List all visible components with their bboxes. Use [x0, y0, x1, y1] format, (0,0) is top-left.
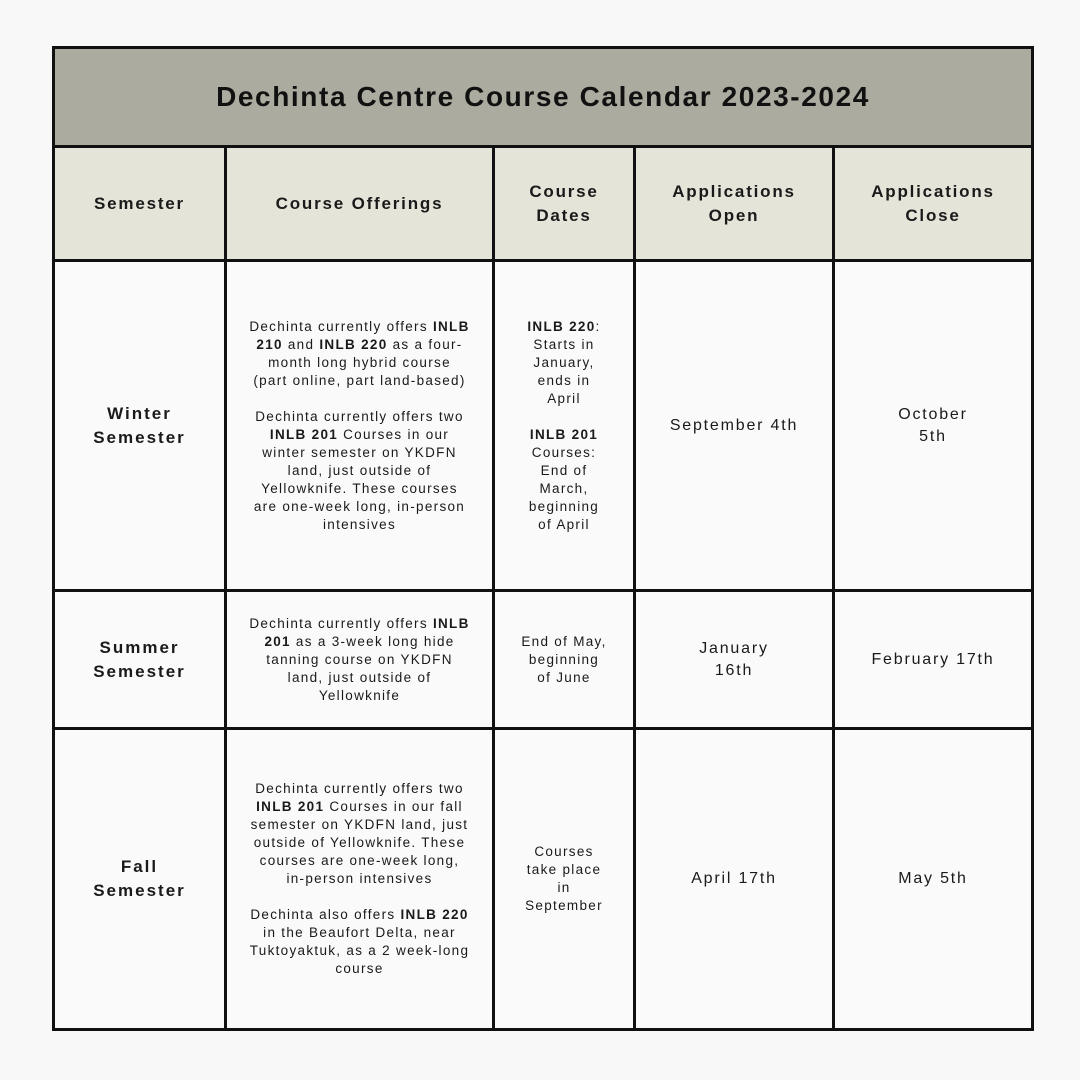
open-winter: September 4th — [636, 262, 835, 592]
text-fragment: Dechinta also offers — [250, 907, 401, 922]
semester-fall-label: Fall Semester — [93, 857, 186, 900]
dates-winter-para-1 — [521, 318, 607, 408]
header-course-dates-label: Course Dates — [529, 181, 599, 225]
offerings-fall — [227, 730, 495, 1028]
semester-summer — [55, 592, 227, 730]
text-fragment: Dechinta currently offers two — [255, 781, 464, 796]
text-fragment: Courses in our winter semester on YKDFN land, just outside of Yellowknife. These courses are one-week long, in-person intensives — [253, 426, 466, 532]
page-title: Dechinta Centre Course Calendar 2023-2024 — [216, 81, 870, 112]
course-code: INLB 220 — [319, 336, 388, 352]
semester-fall — [55, 730, 227, 1028]
text-fragment: Dechinta currently offers — [249, 318, 433, 334]
calendar-table — [55, 148, 1031, 1028]
offerings-fall-para-1 — [249, 780, 470, 888]
text-fragment: in the Beaufort Delta, near Tuktoyaktuk, as a 2 week-long course — [249, 925, 470, 976]
header-applications-close-label: Applications Close — [871, 181, 995, 225]
title-bar — [55, 49, 1031, 148]
course-calendar — [52, 46, 1034, 1031]
course-code: INLB 220 — [400, 907, 469, 922]
offerings-winter-para-1 — [249, 318, 470, 390]
semester-summer-label: Summer Semester — [93, 637, 186, 681]
text-fragment: Courses in our fall semester on YKDFN land, just outside of Yellowknife. These courses are one-week long, in-person intensives — [250, 799, 469, 886]
course-code: INLB 220 — [527, 318, 596, 334]
header-course-dates — [495, 148, 636, 262]
close-summer: February 17th — [835, 592, 1031, 730]
close-fall: May 5th — [898, 870, 968, 887]
text-fragment: and — [282, 336, 320, 352]
course-code: INLB 210 — [256, 318, 470, 352]
open-summer — [636, 592, 835, 730]
course-code: INLB 201 — [269, 426, 339, 442]
semester-winter — [55, 262, 227, 592]
header-applications-open — [636, 148, 835, 262]
dates-winter — [495, 262, 636, 592]
open-summer-label: January 16th — [699, 639, 769, 679]
text-fragment: : Starts in January, ends in April — [533, 318, 601, 406]
dates-fall — [495, 730, 636, 1028]
text-fragment: as a 3-week long hide tanning course on YKDFN land, just outside of Yellowknife — [266, 633, 455, 703]
dates-summer-para: End of May, beginning of June — [521, 633, 607, 685]
course-code: INLB 201 — [264, 615, 470, 649]
close-winter-label: October 5th — [898, 405, 968, 445]
semester-winter-label: Winter Semester — [93, 403, 186, 447]
text-fragment: Dechinta currently offers — [249, 615, 433, 631]
course-code: INLB 201 — [529, 426, 599, 442]
dates-summer — [495, 592, 636, 730]
offerings-fall-para-2 — [249, 906, 470, 978]
header-course-offerings: Course Offerings — [227, 148, 495, 262]
offerings-summer-para — [249, 615, 470, 705]
text-fragment: Dechinta currently offers two — [255, 408, 464, 424]
course-code: INLB 201 — [256, 799, 325, 814]
offerings-summer — [227, 592, 495, 730]
header-semester: Semester — [55, 148, 227, 262]
dates-fall-para: Courses take place in September — [525, 844, 603, 913]
close-winter — [835, 262, 1031, 592]
header-applications-close — [835, 148, 1031, 262]
header-applications-open-label: Applications Open — [672, 181, 796, 225]
text-fragment: Courses: End of March, beginning of April — [528, 444, 600, 532]
open-fall: April 17th — [636, 730, 835, 1028]
dates-winter-para-2 — [521, 426, 607, 534]
text-fragment: as a four-month long hybrid course (part online, part land-based) — [253, 336, 466, 388]
offerings-winter-para-2 — [249, 408, 470, 534]
offerings-winter — [227, 262, 495, 592]
